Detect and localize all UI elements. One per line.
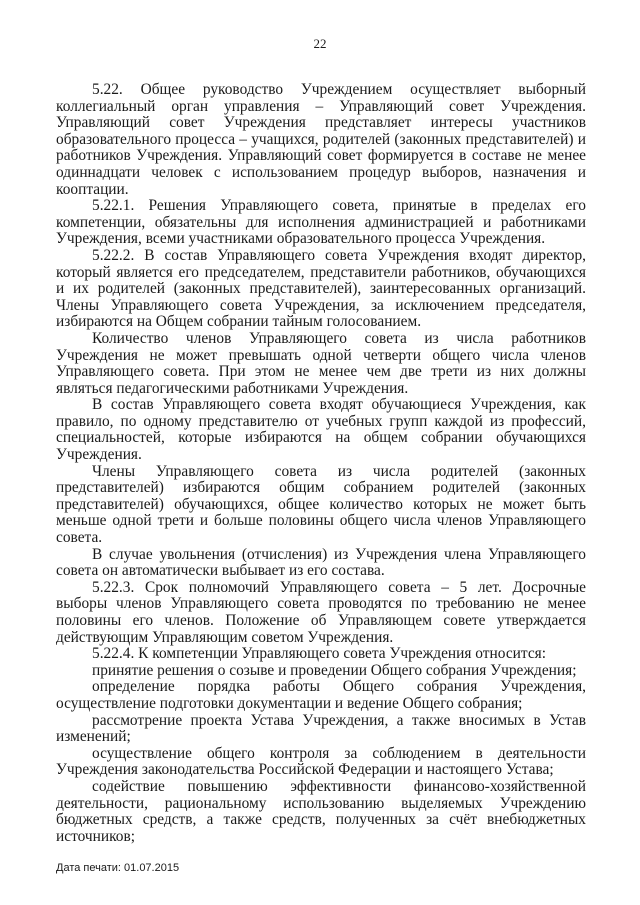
paragraph: В состав Управляющего совета входят обучающиеся Учреждения, как правило, по одному представителю от учебных групп каждой из профессий, специальностей, которые избираются на общем собрании обучающихся Учреждения. — [56, 396, 586, 464]
page-number: 22 — [313, 36, 327, 51]
document-body — [56, 82, 586, 845]
paragraph: содействие повышению эффективности финансово-хозяйственной деятельности, рациональному использованию выделяемых Учреждению бюджетных средств, а также средств, полученных за счёт внебюджетных источников; — [56, 777, 586, 845]
print-date-footer: Дата печати: 01.07.2015 — [56, 862, 180, 874]
paragraph: 5.22.3. Срок полномочий Управляющего совета – 5 лет. Досрочные выборы членов Управляющего совета проводятся по требованию не менее половины его членов. Положение об Управляющем совете утверждается действующим Управляющим советом Учреждения. — [56, 578, 586, 646]
paragraph: Количество членов Управляющего совета из числа работников Учреждения не может превышать одной четверти общего числа членов Управляющего совета. При этом не менее чем две трети из них должны являться педагогическими работниками Учреждения. — [56, 329, 586, 397]
paragraph: осуществление общего контроля за соблюдением в деятельности Учреждения законодательства Российской Федерации и настоящего Устава; — [56, 744, 586, 779]
paragraph: принятие решения о созыве и проведении Общего собрания Учреждения; — [92, 661, 577, 679]
paragraph: В случае увольнения (отчисления) из Учреждения члена Управляющего совета он автоматически выбывает из его состава. — [56, 545, 586, 580]
paragraph: рассмотрение проекта Устава Учреждения, а также вносимых в Устав изменений; — [56, 711, 586, 746]
paragraph: 5.22.2. В состав Управляющего совета Учреждения входят директор, который является его председателем, представители работников, обучающихся и их родителей (законных представителей), заинтересованных организаций. Члены Управляющего совета Учреждения, за исключением председателя, избираются на Общем собрании тайным голосованием. — [56, 246, 586, 331]
paragraph: 5.22.4. К компетенции Управляющего совета Учреждения относится: — [92, 645, 547, 663]
paragraph: 5.22.1. Решения Управляющего совета, принятые в пределах его компетенции, обязательны для исполнения администрацией и работниками Учреждения, всеми участниками образовательного процесса Учреждения. — [56, 197, 586, 248]
paragraph: Члены Управляющего совета из числа родителей (законных представителей) избираются общим собранием родителей (законных представителей) обучающихся, общее количество которых не может быть меньше одной трети и больше половины общего числа членов Управляющего совета. — [56, 462, 586, 547]
paragraph: 5.22. Общее руководство Учреждением осуществляет выборный коллегиальный орган управления – Управляющий совет Учреждения. Управляющий совет Учреждения представляет интересы участников образовательного процесса – учащихся, родителей (законных представителей) и работников Учреждения. Управляющий совет формируется в составе не менее одиннадцати человек с использованием процедур выборов, назначения и кооптации. — [56, 81, 586, 198]
paragraph: определение порядка работы Общего собрания Учреждения, осуществление подготовки документации и ведение Общего собрания; — [56, 678, 586, 712]
